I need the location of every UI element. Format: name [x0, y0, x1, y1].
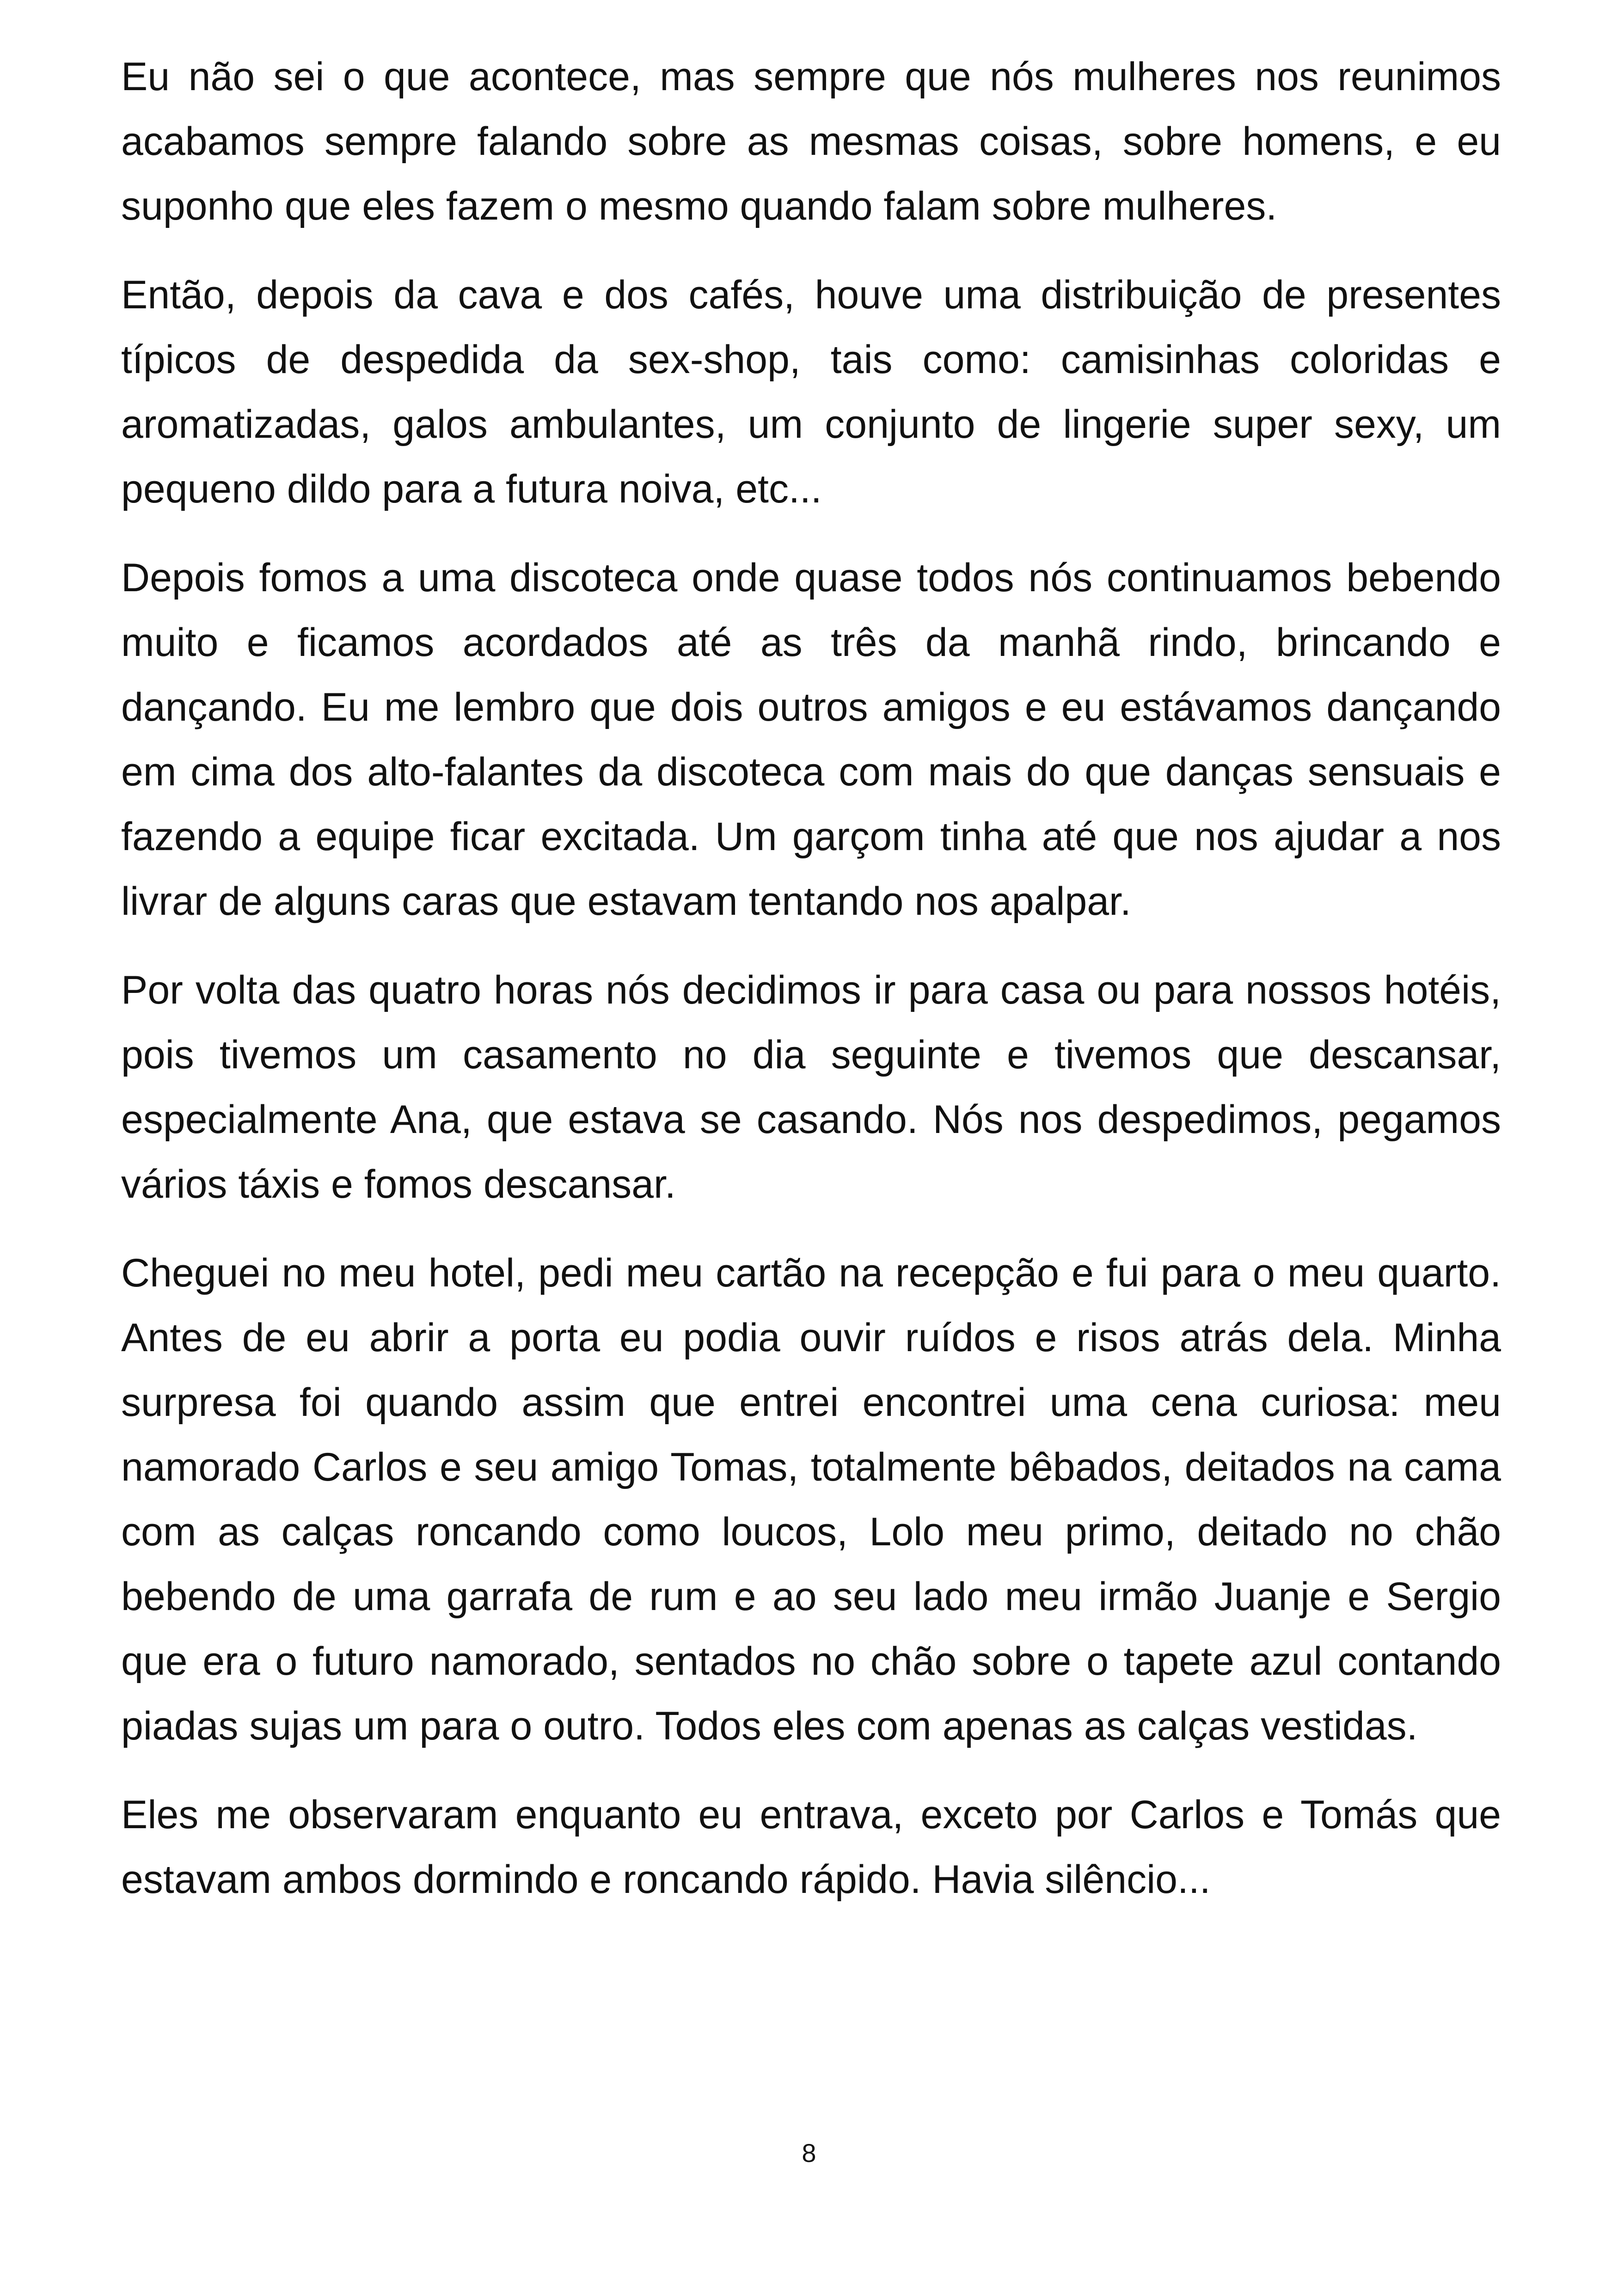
paragraph: Depois fomos a uma discoteca onde quase todos nós continuamos bebendo muito e ficamos acordados até as três da manhã rindo, brincando e dançando. Eu me lembro que dois outros amigos e eu estávamos dançando em cima dos alto-falantes da discoteca com mais do que danças sensuais e fazendo a equipe ficar excitada. Um garçom tinha até que nos ajudar a nos livrar de alguns caras que estavam tentando nos apalpar.: [121, 556, 1501, 924]
body-text: [121, 44, 1501, 1936]
paragraph: Cheguei no meu hotel, pedi meu cartão na recepção e fui para o meu quarto. Antes de eu abrir a porta eu podia ouvir ruídos e risos atrás dela. Minha surpresa foi quando assim que entrei encontrei uma cena curiosa: meu namorado Carlos e seu amigo Tomas, totalmente bêbados, deitados na cama com as calças roncando como loucos, Lolo meu primo, deitado no chão bebendo de uma garrafa de rum e ao seu lado meu irmão Juanje e Sergio que era o futuro namorado, sentados no chão sobre o tapete azul contando piadas sujas um para o outro. Todos eles com apenas as calças vestidas.: [121, 1251, 1501, 1748]
paragraph: Eu não sei o que acontece, mas sempre que nós mulheres nos reunimos acabamos sempre falando sobre as mesmas coisas, sobre homens, e eu suponho que eles fazem o mesmo quando falam sobre mulheres.: [121, 55, 1501, 228]
page-number: 8: [802, 2138, 816, 2167]
paragraph: Então, depois da cava e dos cafés, houve uma distribuição de presentes típicos de despedida da sex-shop, tais como: camisinhas coloridas e aromatizadas, galos ambulantes, um conjunto de lingerie super sexy, um pequeno dildo para a futura noiva, etc...: [121, 273, 1501, 511]
paragraph: Por volta das quatro horas nós decidimos ir para casa ou para nossos hotéis, pois tivemos um casamento no dia seguinte e tivemos que descansar, especialmente Ana, que estava se casando. Nós nos despedimos, pegamos vários táxis e fomos descansar.: [121, 968, 1501, 1206]
paragraph: Eles me observaram enquanto eu entrava, exceto por Carlos e Tomás que estavam ambos dormindo e roncando rápido. Havia silêncio...: [121, 1793, 1501, 1902]
